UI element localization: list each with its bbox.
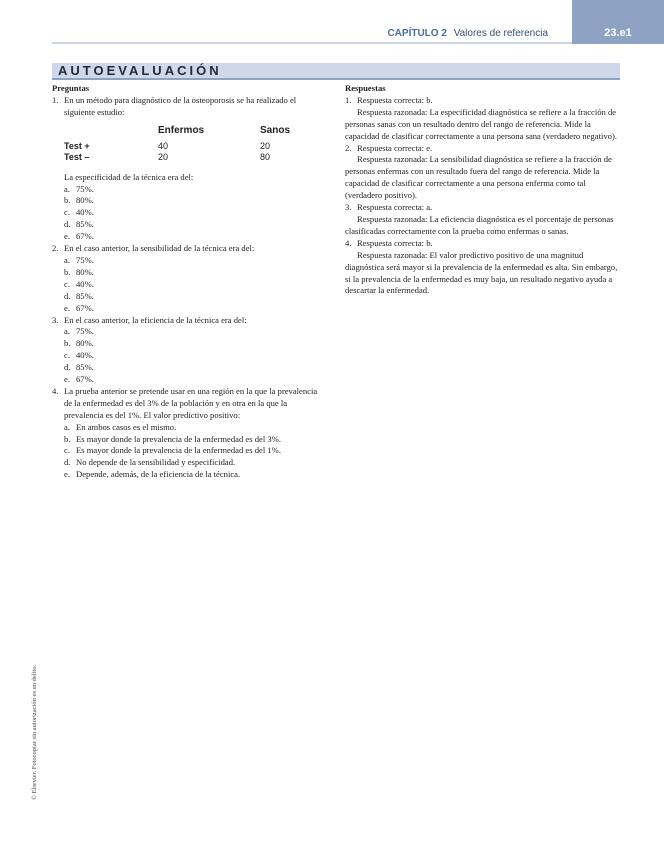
question-number: 2.: [52, 243, 59, 254]
option-text: 40%.: [76, 350, 94, 361]
option: [64, 434, 324, 446]
options-list: [52, 255, 324, 315]
header-rule: [52, 42, 572, 44]
option: [64, 195, 324, 207]
row-label: Test –: [64, 152, 90, 163]
answer-correct: Respuesta correcta: e.: [357, 142, 433, 153]
question-text: En el caso anterior, la sensibilidad de la técnica era del:: [64, 243, 255, 254]
answer-number: 3.: [345, 202, 352, 213]
table-cell: 40: [158, 140, 169, 151]
option-text: 85%.: [76, 219, 94, 230]
option-text: 80%.: [76, 195, 94, 206]
question-number: 1.: [52, 94, 59, 105]
question-number: 3.: [52, 314, 59, 325]
option-letter: c.: [64, 278, 70, 289]
question-1: [52, 95, 324, 119]
option-letter: a.: [64, 254, 70, 265]
question-3: [52, 315, 324, 327]
option-letter: a.: [64, 326, 70, 337]
question-text: En el caso anterior, la eficiencia de la técnica era del:: [64, 314, 247, 325]
option: [64, 255, 324, 267]
table-cell: 80: [260, 152, 271, 163]
option: [64, 362, 324, 374]
option-letter: e.: [64, 231, 70, 242]
option: [64, 326, 324, 338]
question-number: 4.: [52, 385, 59, 396]
option-text: 67%.: [76, 231, 94, 242]
answer-reason: Respuesta razonada: La sensibilidad diagnóstica se refiere a la fracción de personas enfermas con un resultado fuera del rango de referencia. Mide la capacidad de clasificar correctamente a una persona enferma como tal (verdadero positivo).: [345, 154, 612, 201]
table-cell: 20: [260, 140, 271, 151]
questions-column: [52, 83, 324, 481]
option-letter: d.: [64, 290, 71, 301]
option-text: Es mayor donde la prevalencia de la enfermedad es del 3%.: [76, 433, 281, 444]
option-letter: b.: [64, 266, 71, 277]
question-text: La prueba anterior se pretende usar en una región en la que la prevalencia de la enfermedad es del 3% de la población y en otra en la que la prevalencia es del 1%. El valor predictivo positivo:: [64, 385, 318, 420]
answer-reason: Respuesta razonada: El valor predictivo positivo de una magnitud diagnóstica será mayor si la prevalencia de la enfermedad es alta. Sin embargo, si la prevalencia de la enfermedad es muy baja, un resultado negativo ayuda a descartar la enfermedad.: [345, 249, 618, 296]
answer-3: [345, 202, 620, 214]
answer-number: 4.: [345, 237, 352, 248]
option: [64, 469, 324, 481]
question-2: [52, 243, 324, 255]
options-list: [52, 184, 324, 244]
option: [64, 422, 324, 434]
answer-1: [345, 95, 620, 107]
option-letter: b.: [64, 338, 71, 349]
option-text: 85%.: [76, 362, 94, 373]
table-cell: 20: [158, 152, 169, 163]
answer-correct: Respuesta correcta: b.: [357, 94, 433, 105]
running-header: [387, 28, 548, 39]
option-letter: c.: [64, 350, 70, 361]
option: [64, 303, 324, 315]
answers-heading: Respuestas: [345, 83, 386, 93]
option: [64, 291, 324, 303]
option-text: Es mayor donde la prevalencia de la enfermedad es del 1%.: [76, 445, 281, 456]
option-text: 85%.: [76, 290, 94, 301]
option-text: 75%.: [76, 254, 94, 265]
option-text: 67%.: [76, 374, 94, 385]
answers-column: [345, 83, 620, 297]
option-letter: b.: [64, 195, 71, 206]
chapter-title: Valores de referencia: [453, 28, 548, 39]
answer-4: [345, 238, 620, 250]
column-header: Sanos: [260, 124, 291, 136]
option: [64, 184, 324, 196]
answer-reason: Respuesta razonada: La especificidad diagnóstica se refiere a la fracción de personas sanas con un resultado dentro del rango de referencia. Mide la capacidad de clasificar correctamente a una persona sana (verdadero negativo).: [345, 106, 617, 141]
options-list: [52, 326, 324, 386]
option-letter: b.: [64, 433, 71, 444]
option-text: No depende de la sensibilidad y especificidad.: [76, 457, 236, 468]
option-letter: a.: [64, 421, 70, 432]
option: [64, 374, 324, 386]
column-header: Enfermos: [158, 124, 205, 136]
section-bar: [52, 63, 620, 80]
question-lead: La especificidad de la técnica era del:: [64, 171, 194, 182]
copyright-notice: © Elsevier. Fotocopiar sin autorización es un delito.: [31, 664, 38, 800]
option-letter: e.: [64, 374, 70, 385]
option: [64, 207, 324, 219]
table-corner: [64, 125, 158, 141]
table-header-row: [64, 125, 320, 141]
option-letter: c.: [64, 207, 70, 218]
option-letter: d.: [64, 362, 71, 373]
answer-reason: Respuesta razonada: La eficiencia diagnóstica es el porcentaje de personas clasificadas correctamente con la prueba como enfermas o sanas.: [345, 213, 614, 236]
question-4: [52, 386, 324, 422]
answer-2: [345, 143, 620, 155]
option-text: 80%.: [76, 338, 94, 349]
study-table: [64, 125, 320, 164]
option-text: 75%.: [76, 326, 94, 337]
table-row: [64, 152, 320, 164]
page-number: 23.e1: [604, 27, 632, 39]
option: [64, 231, 324, 243]
option-letter: d.: [64, 457, 71, 468]
options-list: [52, 422, 324, 482]
option-letter: e.: [64, 469, 70, 480]
answer-correct: Respuesta correcta: b.: [357, 237, 433, 248]
option-letter: d.: [64, 219, 71, 230]
answer-number: 2.: [345, 142, 352, 153]
chapter-label: CAPÍTULO 2: [387, 28, 447, 39]
option-letter: a.: [64, 183, 70, 194]
option-letter: c.: [64, 445, 70, 456]
option-text: 80%.: [76, 266, 94, 277]
answer-correct: Respuesta correcta: a.: [357, 202, 433, 213]
question-text: En un método para diagnóstico de la osteoporosis se ha realizado el siguiente estudio:: [64, 94, 297, 117]
option: [64, 338, 324, 350]
option: [64, 445, 324, 457]
option: [64, 457, 324, 469]
option: [64, 267, 324, 279]
answer-number: 1.: [345, 94, 352, 105]
option-letter: e.: [64, 302, 70, 313]
questions-heading: Preguntas: [52, 83, 90, 93]
option-text: 75%.: [76, 183, 94, 194]
option-text: En ambos casos es el mismo.: [76, 421, 177, 432]
option: [64, 279, 324, 291]
option-text: 67%.: [76, 302, 94, 313]
option-text: 40%.: [76, 278, 94, 289]
table-row: [64, 141, 320, 153]
option-text: 40%.: [76, 207, 94, 218]
option: [64, 219, 324, 231]
option-text: Depende, además, de la eficiencia de la técnica.: [76, 469, 241, 480]
option: [64, 350, 324, 362]
section-title: AUTOEVALUACIÓN: [58, 63, 222, 78]
row-label: Test +: [64, 140, 90, 151]
